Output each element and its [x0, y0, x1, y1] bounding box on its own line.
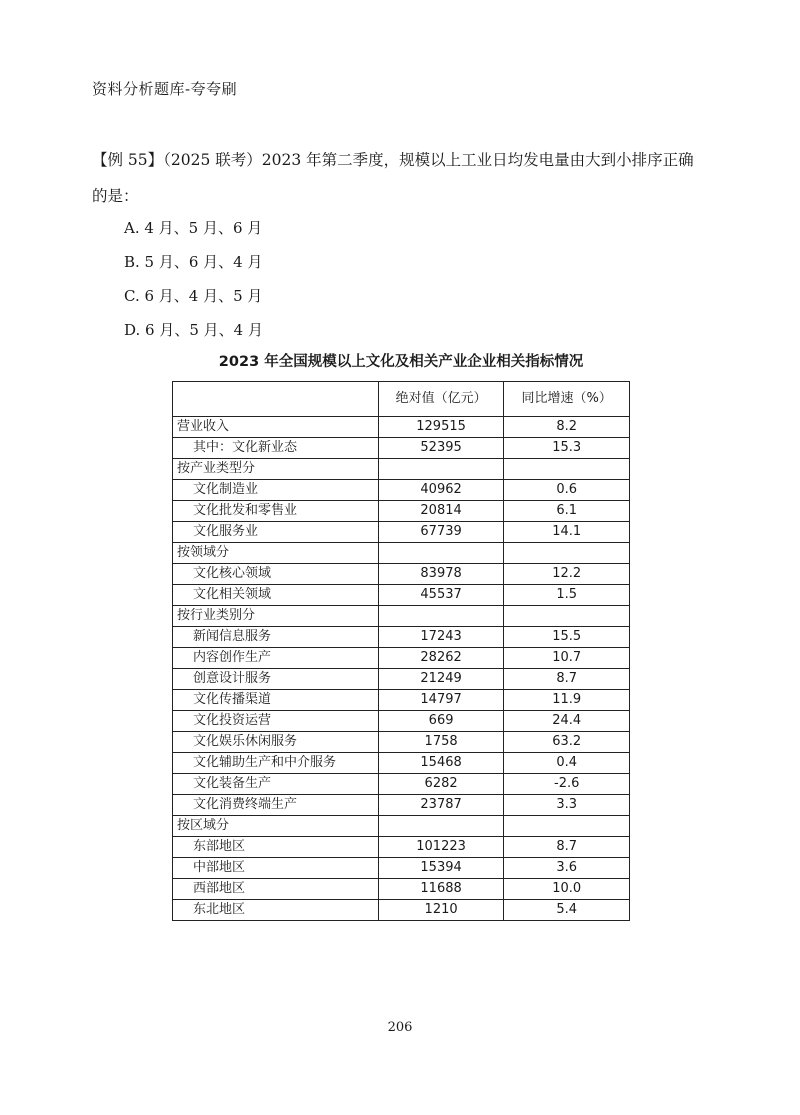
header-label — [173, 382, 379, 417]
row-label: 文化核心领域 — [173, 564, 379, 585]
data-table — [172, 381, 630, 921]
row-value: 14797 — [378, 690, 504, 711]
table-row — [173, 522, 630, 543]
table-row — [173, 669, 630, 690]
table-row — [173, 837, 630, 858]
row-label: 文化相关领域 — [173, 585, 379, 606]
table-row — [173, 459, 630, 480]
row-value: 669 — [378, 711, 504, 732]
row-growth — [504, 543, 630, 564]
row-label: 其中：文化新业态 — [173, 438, 379, 459]
header-growth: 同比增速（%） — [504, 382, 630, 417]
row-growth: 11.9 — [504, 690, 630, 711]
row-value: 6282 — [378, 774, 504, 795]
row-label: 文化辅助生产和中介服务 — [173, 753, 379, 774]
row-value: 23787 — [378, 795, 504, 816]
row-growth: -2.6 — [504, 774, 630, 795]
table-row — [173, 774, 630, 795]
row-label: 文化娱乐休闲服务 — [173, 732, 379, 753]
question-stem — [92, 142, 712, 214]
header-value: 绝对值（亿元） — [378, 382, 504, 417]
row-growth: 6.1 — [504, 501, 630, 522]
row-label: 创意设计服务 — [173, 669, 379, 690]
row-growth — [504, 606, 630, 627]
row-label: 文化服务业 — [173, 522, 379, 543]
option-d: D. 6 月、5 月、4 月 — [124, 321, 263, 339]
row-label: 新闻信息服务 — [173, 627, 379, 648]
row-label: 文化装备生产 — [173, 774, 379, 795]
table-title: 2023 年全国规模以上文化及相关产业企业相关指标情况 — [218, 354, 584, 370]
table-row — [173, 606, 630, 627]
row-value — [378, 543, 504, 564]
row-label: 营业收入 — [173, 417, 379, 438]
table-header-row — [173, 382, 630, 417]
row-value: 1758 — [378, 732, 504, 753]
table-row — [173, 879, 630, 900]
table-row — [173, 627, 630, 648]
row-label: 按产业类型分 — [173, 459, 379, 480]
row-label: 按行业类别分 — [173, 606, 379, 627]
row-value: 15394 — [378, 858, 504, 879]
row-value: 21249 — [378, 669, 504, 690]
table-row — [173, 438, 630, 459]
row-growth: 15.3 — [504, 438, 630, 459]
row-value: 20814 — [378, 501, 504, 522]
table-row — [173, 711, 630, 732]
row-value — [378, 459, 504, 480]
row-value: 11688 — [378, 879, 504, 900]
row-growth — [504, 459, 630, 480]
row-label: 内容创作生产 — [173, 648, 379, 669]
row-growth: 15.5 — [504, 627, 630, 648]
row-value: 17243 — [378, 627, 504, 648]
row-value: 101223 — [378, 837, 504, 858]
table-row — [173, 480, 630, 501]
row-growth: 24.4 — [504, 711, 630, 732]
row-label: 文化传播渠道 — [173, 690, 379, 711]
table-row — [173, 648, 630, 669]
row-value: 28262 — [378, 648, 504, 669]
table-row — [173, 900, 630, 921]
row-growth: 10.7 — [504, 648, 630, 669]
option-a: A. 4 月、5 月、6 月 — [124, 219, 263, 237]
row-growth — [504, 816, 630, 837]
row-label: 按领域分 — [173, 543, 379, 564]
row-value: 45537 — [378, 585, 504, 606]
table-row — [173, 753, 630, 774]
option-b: B. 5 月、6 月、4 月 — [124, 253, 263, 271]
row-growth: 0.6 — [504, 480, 630, 501]
row-growth: 5.4 — [504, 900, 630, 921]
page-number: 206 — [387, 1020, 413, 1035]
row-value — [378, 816, 504, 837]
row-growth: 3.3 — [504, 795, 630, 816]
row-growth: 12.2 — [504, 564, 630, 585]
row-value — [378, 606, 504, 627]
option-c: C. 6 月、4 月、5 月 — [124, 287, 263, 305]
row-growth: 8.7 — [504, 669, 630, 690]
table-row — [173, 690, 630, 711]
table-row — [173, 795, 630, 816]
row-label: 文化投资运营 — [173, 711, 379, 732]
row-growth: 8.7 — [504, 837, 630, 858]
table-row — [173, 417, 630, 438]
row-label: 西部地区 — [173, 879, 379, 900]
table-row — [173, 732, 630, 753]
row-label: 文化制造业 — [173, 480, 379, 501]
row-growth: 1.5 — [504, 585, 630, 606]
row-growth: 14.1 — [504, 522, 630, 543]
row-growth: 0.4 — [504, 753, 630, 774]
row-label: 中部地区 — [173, 858, 379, 879]
row-label: 文化批发和零售业 — [173, 501, 379, 522]
table-row — [173, 501, 630, 522]
row-value: 129515 — [378, 417, 504, 438]
table-row — [173, 543, 630, 564]
table-row — [173, 858, 630, 879]
table-row — [173, 585, 630, 606]
row-growth: 10.0 — [504, 879, 630, 900]
row-value: 40962 — [378, 480, 504, 501]
row-growth: 63.2 — [504, 732, 630, 753]
row-label: 按区域分 — [173, 816, 379, 837]
answer-options — [124, 211, 263, 347]
question-line-1: 【例 55】（2025 联考）2023 年第二季度，规模以上工业日均发电量由大到小排序正确 — [92, 151, 694, 169]
row-value: 15468 — [378, 753, 504, 774]
row-value: 83978 — [378, 564, 504, 585]
row-growth: 8.2 — [504, 417, 630, 438]
page-header: 资料分析题库-夸夸刷 — [92, 80, 238, 98]
row-value: 1210 — [378, 900, 504, 921]
table-row — [173, 816, 630, 837]
question-line-2: 的是： — [92, 187, 139, 205]
table-body — [173, 417, 630, 921]
row-label: 东部地区 — [173, 837, 379, 858]
row-value: 52395 — [378, 438, 504, 459]
row-label: 文化消费终端生产 — [173, 795, 379, 816]
row-growth: 3.6 — [504, 858, 630, 879]
row-value: 67739 — [378, 522, 504, 543]
row-label: 东北地区 — [173, 900, 379, 921]
table-row — [173, 564, 630, 585]
